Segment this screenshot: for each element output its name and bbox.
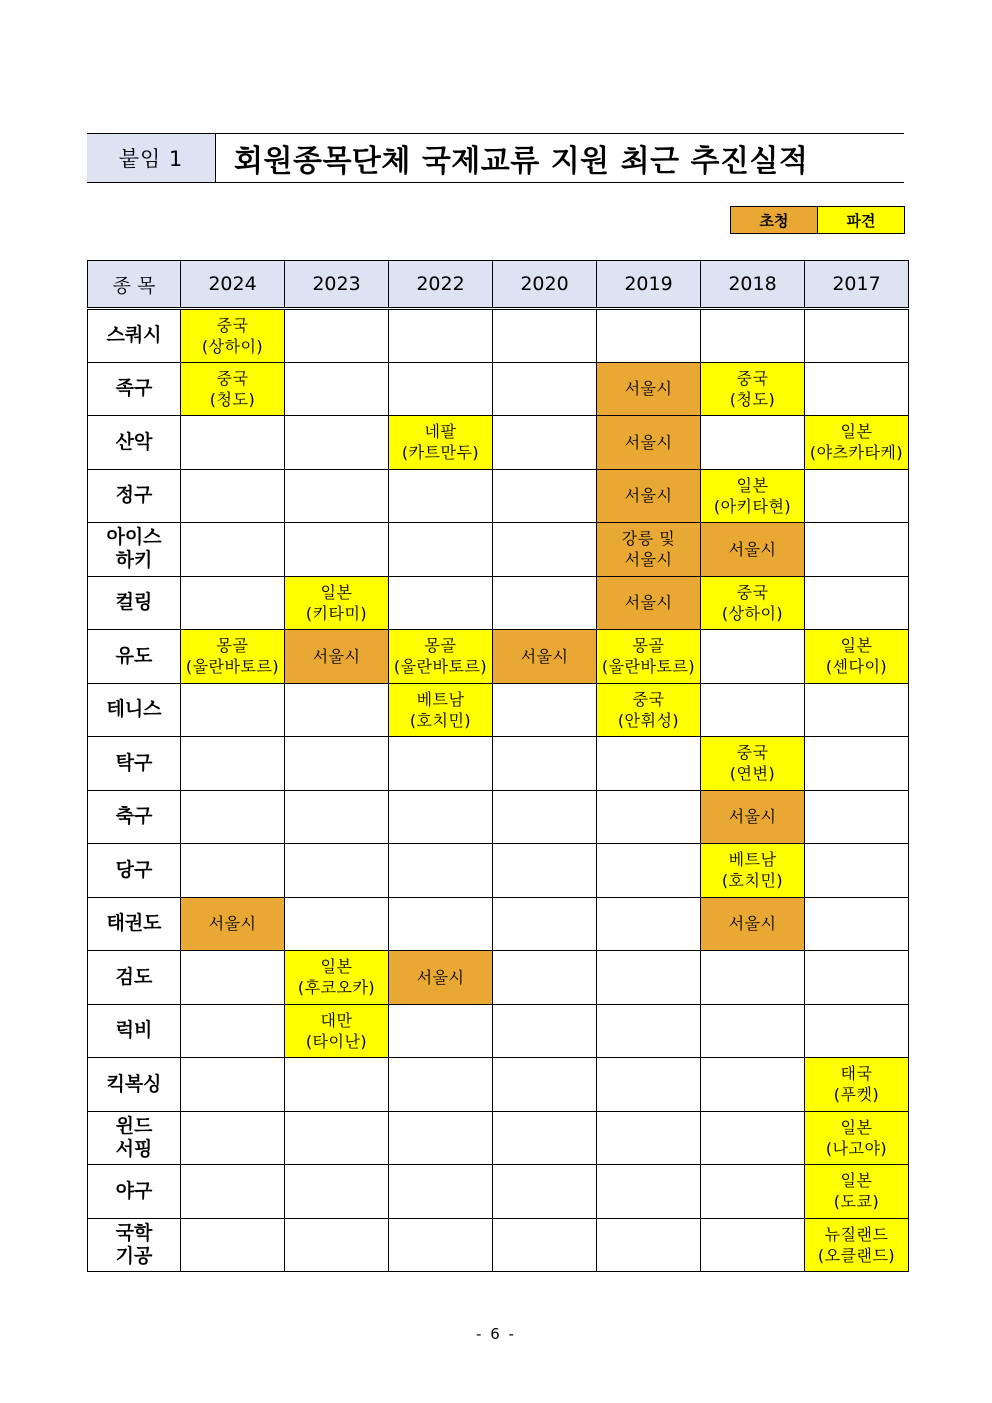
empty-cell	[701, 1165, 805, 1219]
page-number: - 6 -	[476, 1325, 516, 1343]
invite-cell	[701, 897, 805, 951]
cell-text: (상하이)	[721, 603, 784, 623]
table-row	[88, 309, 909, 363]
invite-cell	[597, 416, 701, 470]
empty-cell	[389, 1218, 493, 1272]
sport-name-line: 윈드	[115, 1114, 153, 1137]
empty-cell	[701, 1004, 805, 1058]
table-row	[88, 523, 909, 577]
dispatch-cell	[181, 362, 285, 416]
empty-cell	[597, 309, 701, 363]
table-row	[88, 469, 909, 523]
header-year: 2018	[701, 261, 805, 309]
empty-cell	[597, 737, 701, 791]
attachment-tag: 붙임 1	[87, 134, 216, 182]
empty-cell	[389, 790, 493, 844]
dispatch-cell	[285, 1004, 389, 1058]
cell-text: 몽골	[632, 636, 665, 656]
cell-text: 뉴질랜드	[824, 1224, 889, 1244]
table-row	[88, 576, 909, 630]
cell-text: 대만	[320, 1010, 353, 1030]
empty-cell	[181, 1058, 285, 1112]
cell-text: (호치민)	[409, 710, 472, 730]
dispatch-cell	[805, 1111, 909, 1165]
cell-text: 서울시	[728, 914, 777, 934]
cell-text: (울란바토르)	[601, 657, 696, 677]
sport-name	[88, 576, 181, 630]
sport-name-line: 탁구	[115, 751, 153, 774]
empty-cell	[597, 1165, 701, 1219]
empty-cell	[805, 576, 909, 630]
table-row	[88, 790, 909, 844]
sport-name	[88, 1004, 181, 1058]
invite-cell	[493, 630, 597, 684]
table-row	[88, 416, 909, 470]
empty-cell	[285, 362, 389, 416]
cell-text: 서울시	[208, 914, 257, 934]
empty-cell	[389, 309, 493, 363]
cell-text: 서울시	[728, 807, 777, 827]
empty-cell	[701, 1218, 805, 1272]
header-year: 2023	[285, 261, 389, 309]
empty-cell	[805, 951, 909, 1005]
empty-cell	[389, 1165, 493, 1219]
empty-cell	[181, 1165, 285, 1219]
cell-text: (울란바토르)	[393, 657, 488, 677]
dispatch-cell	[597, 683, 701, 737]
empty-cell	[701, 951, 805, 1005]
cell-text: 서울시	[624, 550, 673, 570]
empty-cell	[181, 576, 285, 630]
dispatch-cell	[805, 1165, 909, 1219]
sport-name-line: 컬링	[115, 591, 153, 614]
empty-cell	[597, 1004, 701, 1058]
sport-name	[88, 844, 181, 898]
sport-name-line: 유도	[115, 644, 153, 667]
sport-name	[88, 1111, 181, 1165]
sport-name-line: 하키	[115, 549, 153, 572]
cell-text: (타이난)	[305, 1031, 368, 1051]
empty-cell	[805, 897, 909, 951]
table-row	[88, 1165, 909, 1219]
cell-text: (오클랜드)	[817, 1245, 896, 1265]
empty-cell	[389, 1111, 493, 1165]
sport-name	[88, 737, 181, 791]
cell-text: (청도)	[209, 389, 256, 409]
dispatch-cell	[701, 576, 805, 630]
sport-name-line: 아이스	[106, 526, 162, 549]
empty-cell	[493, 897, 597, 951]
cell-text: 서울시	[624, 593, 673, 613]
empty-cell	[181, 951, 285, 1005]
cell-text: 네팔	[424, 422, 457, 442]
sport-name-line: 당구	[115, 858, 153, 881]
sport-name-line: 정구	[115, 484, 153, 507]
sport-name	[88, 1165, 181, 1219]
dispatch-cell	[285, 576, 389, 630]
sport-name-line: 테니스	[106, 698, 162, 721]
empty-cell	[389, 1004, 493, 1058]
table-row	[88, 1004, 909, 1058]
table-row	[88, 1058, 909, 1112]
cell-text: (청도)	[729, 389, 776, 409]
empty-cell	[389, 576, 493, 630]
dispatch-cell	[389, 683, 493, 737]
invite-cell	[389, 951, 493, 1005]
cell-text: 중국	[736, 743, 769, 763]
empty-cell	[805, 309, 909, 363]
empty-cell	[181, 844, 285, 898]
empty-cell	[285, 737, 389, 791]
table-row	[88, 951, 909, 1005]
cell-text: 몽골	[424, 636, 457, 656]
cell-text: 일본	[736, 475, 769, 495]
cell-text: (후코오카)	[297, 978, 376, 998]
empty-cell	[597, 951, 701, 1005]
empty-cell	[493, 1058, 597, 1112]
cell-text: 서울시	[624, 432, 673, 452]
cell-text: 일본	[840, 422, 873, 442]
dispatch-cell	[181, 630, 285, 684]
table-body	[88, 309, 909, 1272]
empty-cell	[285, 469, 389, 523]
empty-cell	[493, 1004, 597, 1058]
empty-cell	[285, 897, 389, 951]
empty-cell	[805, 469, 909, 523]
empty-cell	[493, 737, 597, 791]
empty-cell	[597, 844, 701, 898]
empty-cell	[285, 523, 389, 577]
header-year: 2022	[389, 261, 493, 309]
cell-text: 서울시	[416, 967, 465, 987]
title-banner	[87, 133, 904, 183]
table-header-row	[88, 261, 909, 309]
empty-cell	[389, 523, 493, 577]
sport-name-line: 국학	[115, 1221, 153, 1244]
empty-cell	[493, 362, 597, 416]
sport-name	[88, 683, 181, 737]
empty-cell	[389, 1058, 493, 1112]
invite-cell	[597, 576, 701, 630]
empty-cell	[805, 523, 909, 577]
color-legend	[730, 206, 905, 234]
dispatch-cell	[701, 737, 805, 791]
exchange-record-table	[87, 260, 909, 1272]
cell-text: 강릉 및	[621, 529, 676, 549]
cell-text: (도쿄)	[833, 1192, 880, 1212]
empty-cell	[701, 309, 805, 363]
sport-name	[88, 1058, 181, 1112]
header-sport: 종 목	[88, 261, 181, 309]
empty-cell	[701, 630, 805, 684]
invite-cell	[285, 630, 389, 684]
empty-cell	[493, 844, 597, 898]
empty-cell	[493, 416, 597, 470]
empty-cell	[389, 897, 493, 951]
empty-cell	[285, 1165, 389, 1219]
sport-name	[88, 469, 181, 523]
empty-cell	[181, 469, 285, 523]
dispatch-cell	[805, 630, 909, 684]
empty-cell	[805, 683, 909, 737]
empty-cell	[805, 1004, 909, 1058]
empty-cell	[597, 1058, 701, 1112]
table-row	[88, 897, 909, 951]
empty-cell	[493, 951, 597, 1005]
empty-cell	[493, 790, 597, 844]
sport-name-line: 축구	[115, 805, 153, 828]
cell-text: (호치민)	[721, 871, 784, 891]
sport-name-line: 검도	[115, 965, 153, 988]
invite-cell	[597, 362, 701, 416]
sport-name	[88, 790, 181, 844]
empty-cell	[181, 416, 285, 470]
empty-cell	[805, 362, 909, 416]
empty-cell	[805, 844, 909, 898]
empty-cell	[389, 469, 493, 523]
empty-cell	[493, 683, 597, 737]
header-year: 2024	[181, 261, 285, 309]
cell-text: 베트남	[416, 689, 465, 709]
empty-cell	[181, 1218, 285, 1272]
sport-name	[88, 1218, 181, 1272]
cell-text: (카트만두)	[401, 443, 480, 463]
dispatch-cell	[597, 630, 701, 684]
cell-text: (푸켓)	[833, 1085, 880, 1105]
legend-dispatch: 파견	[818, 207, 904, 233]
sport-name-line: 산악	[115, 430, 153, 453]
empty-cell	[597, 1218, 701, 1272]
cell-text: 서울시	[312, 646, 361, 666]
table-row	[88, 844, 909, 898]
sport-name-line: 스쿼시	[106, 324, 162, 347]
cell-text: (키타미)	[305, 603, 368, 623]
dispatch-cell	[701, 362, 805, 416]
cell-text: (야츠카타케)	[809, 443, 904, 463]
empty-cell	[493, 523, 597, 577]
header-year: 2017	[805, 261, 909, 309]
invite-cell	[597, 469, 701, 523]
empty-cell	[181, 1004, 285, 1058]
cell-text: 일본	[840, 1171, 873, 1191]
cell-text: 일본	[320, 582, 353, 602]
dispatch-cell	[701, 844, 805, 898]
cell-text: 몽골	[216, 636, 249, 656]
empty-cell	[701, 683, 805, 737]
empty-cell	[701, 416, 805, 470]
empty-cell	[493, 1165, 597, 1219]
empty-cell	[285, 1058, 389, 1112]
sport-name	[88, 523, 181, 577]
empty-cell	[805, 790, 909, 844]
cell-text: (안휘성)	[617, 710, 680, 730]
sport-name	[88, 416, 181, 470]
empty-cell	[389, 737, 493, 791]
dispatch-cell	[389, 630, 493, 684]
dispatch-cell	[805, 416, 909, 470]
empty-cell	[181, 790, 285, 844]
empty-cell	[597, 1111, 701, 1165]
empty-cell	[701, 1111, 805, 1165]
sport-name-line: 럭비	[115, 1019, 153, 1042]
sport-name	[88, 630, 181, 684]
empty-cell	[805, 737, 909, 791]
table-row	[88, 1111, 909, 1165]
dispatch-cell	[701, 469, 805, 523]
cell-text: (아키타현)	[713, 496, 792, 516]
cell-text: (나고야)	[825, 1138, 888, 1158]
empty-cell	[701, 1058, 805, 1112]
sport-name	[88, 951, 181, 1005]
cell-text: 일본	[840, 636, 873, 656]
empty-cell	[181, 737, 285, 791]
sport-name	[88, 897, 181, 951]
sport-name	[88, 362, 181, 416]
empty-cell	[181, 1111, 285, 1165]
cell-text: 중국	[216, 315, 249, 335]
header-year: 2020	[493, 261, 597, 309]
cell-text: 베트남	[728, 850, 777, 870]
cell-text: (연변)	[729, 764, 776, 784]
empty-cell	[285, 790, 389, 844]
dispatch-cell	[181, 309, 285, 363]
empty-cell	[285, 416, 389, 470]
empty-cell	[597, 790, 701, 844]
legend-invite: 초청	[731, 207, 818, 233]
empty-cell	[285, 844, 389, 898]
sport-name-line: 기공	[115, 1244, 153, 1267]
empty-cell	[181, 523, 285, 577]
dispatch-cell	[805, 1058, 909, 1112]
sport-name-line: 야구	[115, 1179, 153, 1202]
table-row	[88, 737, 909, 791]
table-row	[88, 362, 909, 416]
empty-cell	[597, 897, 701, 951]
empty-cell	[389, 844, 493, 898]
sport-name-line: 태권도	[106, 912, 162, 935]
invite-cell	[701, 523, 805, 577]
empty-cell	[285, 309, 389, 363]
dispatch-cell	[285, 951, 389, 1005]
empty-cell	[285, 1111, 389, 1165]
dispatch-cell	[805, 1218, 909, 1272]
sport-name-line: 킥복싱	[106, 1072, 162, 1095]
empty-cell	[389, 362, 493, 416]
table-row	[88, 630, 909, 684]
invite-cell	[181, 897, 285, 951]
empty-cell	[493, 1111, 597, 1165]
empty-cell	[285, 683, 389, 737]
sport-name-line: 족구	[115, 377, 153, 400]
invite-cell	[597, 523, 701, 577]
cell-text: 중국	[736, 368, 769, 388]
invite-cell	[701, 790, 805, 844]
sport-name-line: 서핑	[115, 1137, 153, 1160]
sport-name	[88, 309, 181, 363]
cell-text: 중국	[632, 689, 665, 709]
empty-cell	[493, 309, 597, 363]
cell-text: 중국	[736, 582, 769, 602]
empty-cell	[285, 1218, 389, 1272]
header-year: 2019	[597, 261, 701, 309]
table-row	[88, 1218, 909, 1272]
cell-text: 일본	[320, 957, 353, 977]
cell-text: (울란바토르)	[185, 657, 280, 677]
page-title: 회원종목단체 국제교류 지원 최근 추진실적	[234, 144, 809, 179]
cell-text: 서울시	[624, 486, 673, 506]
cell-text: 서울시	[520, 646, 569, 666]
cell-text: 중국	[216, 368, 249, 388]
cell-text: 서울시	[624, 379, 673, 399]
cell-text: 서울시	[728, 539, 777, 559]
empty-cell	[493, 576, 597, 630]
cell-text: (상하이)	[201, 336, 264, 356]
empty-cell	[493, 1218, 597, 1272]
empty-cell	[181, 683, 285, 737]
cell-text: 태국	[840, 1064, 873, 1084]
table-row	[88, 683, 909, 737]
dispatch-cell	[389, 416, 493, 470]
cell-text: 일본	[840, 1117, 873, 1137]
cell-text: (센다이)	[825, 657, 888, 677]
empty-cell	[493, 469, 597, 523]
